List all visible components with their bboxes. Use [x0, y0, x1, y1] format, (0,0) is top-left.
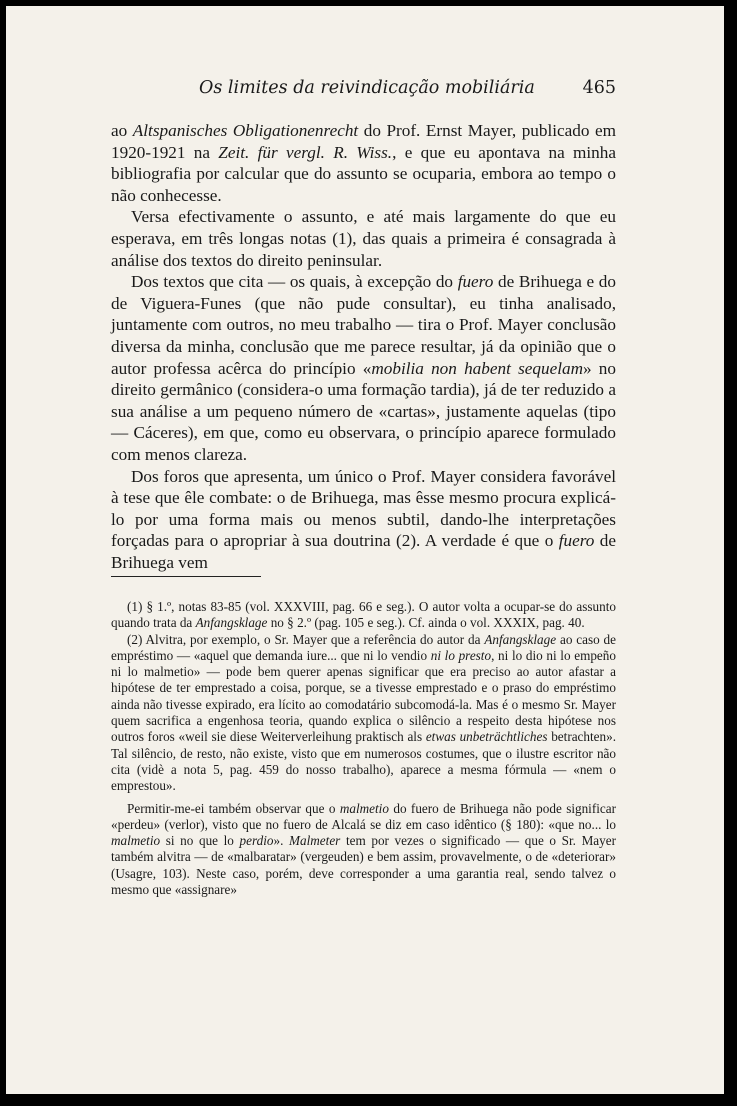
body-text: [111, 120, 616, 573]
text-run: si no que lo: [160, 833, 240, 849]
page-number: 465: [582, 78, 616, 98]
text-run: » no direito germânico (considera-o uma formação tardia), já de ter reduzido a sua análise a um pequeno número de «cartas», justamente aquelas (tipo — Cáceres), em que, como eu observara, o princípio aparece formulado com menos clareza.: [111, 358, 616, 464]
text-run: no § 2.º (pag. 105 e seg.). Cf. ainda o vol. XXXIX, pag. 40.: [267, 615, 585, 631]
italic-text: Altspanisches Obligationenrecht: [132, 121, 359, 140]
italic-text: Anfangsklage: [484, 631, 557, 647]
book-page: [6, 6, 724, 1094]
text-run: do Prof. Ernst Mayer, publicado em 1920-1921 na: [111, 121, 616, 162]
text-run: de Brihuega vem: [111, 531, 616, 572]
text-run: , e que eu apontava na minha bibliografia por calcular que do assunto se ocuparia, embora ao tempo o não conhecesse.: [111, 142, 617, 205]
text-run: do fuero de Brihuega não pode significar «perdeu» (verlor), visto que no fuero de Alcalá se diz em caso idêntico (§ 180): «que no... lo: [111, 800, 616, 832]
text-run: (2) Alvitra, por exemplo, o Sr. Mayer que a referência do autor da: [127, 631, 485, 647]
text-run: Dos foros que apresenta, um único o Prof. Mayer considera favorável à tese que êle combate: o de Brihuega, mas êsse mesmo procura explicá-lo por uma forma mais ou menos subtil, dando-lhe interpretações forçadas para o apropriar à sua doutrina (2). A verdade é que o: [111, 466, 616, 551]
text-run: betrachten». Tal silêncio, de resto, não existe, visto que em numerosos costumes, que o ilustre escritor não cita (vidè a nota 5, pag. 459 do nosso trabalho), aparece a mesma fórmula — «nem o emprestou».: [111, 729, 617, 794]
footnotes: [111, 599, 616, 898]
italic-text: mobilia non habent sequelam: [371, 358, 583, 378]
italic-text: malmetio: [111, 833, 161, 849]
text-run: ao: [111, 121, 133, 140]
text-run: (1) § 1.º, notas 83-85 (vol. XXXVIII, pag. 66 e seg.). O autor volta a ocupar-se do assunto quando trata da: [111, 599, 616, 631]
italic-text: perdio: [239, 833, 274, 849]
footnote-2: [111, 632, 616, 795]
paragraph: [111, 271, 616, 465]
italic-text: fuero: [457, 272, 494, 292]
text-run: de Brihuega e do de Viguera-Funes (que não pude consultar), eu tinha analisado, juntamente com outros, no meu trabalho — tira o Prof. Mayer conclusão diversa da minha, conclusão que me parece resultar, já da opinião que o autor professa acêrca do princípio «: [111, 272, 616, 378]
footnote-rule: [111, 576, 261, 577]
italic-text: fuero: [558, 531, 595, 551]
paragraph: [111, 206, 616, 271]
footnote-1: [111, 599, 616, 632]
text-run: Dos textos que cita — os quais, à excepção do: [131, 272, 458, 292]
text-run: ao caso de empréstimo — «aquel que demanda iure... que ni lo vendio: [111, 631, 616, 663]
paragraph: [111, 120, 616, 206]
paragraph: [111, 466, 616, 574]
running-title: Os limites da reivindicação mobiliária: [199, 78, 535, 98]
text-run: ».: [273, 833, 290, 849]
text-run: Permitir-me-ei também observar que o: [127, 800, 340, 816]
italic-text: etwas unbeträchtliches: [425, 729, 548, 745]
text-run: Versa efectivamente o assunto, e até mais largamente do que eu esperava, em três longas notas (1), das quais a primeira é consagrada à análise dos textos do direito peninsular.: [111, 207, 616, 270]
italic-text: ni lo presto: [430, 647, 492, 663]
italic-text: Zeit. für vergl. R. Wiss.: [218, 142, 393, 162]
italic-text: Anfangsklage: [195, 615, 268, 631]
text-run: , ni lo dio ni lo empeño ni lo malmetio» — pode bem querer apenas significar que era preciso ao autor afastar a hipótese de ter emprestado a coisa, porque, se a tivesse emprestado e o praso do empréstimo ainda não tivesse expirado, era lícito ao comodatário subcomodá-la. Mas é o mesmo Sr. Mayer quem sacrifica a engenhosa teoria, quando explica o silêncio a respeito desta hipótese nos outros foros «weil sie diese Weiterverleihung praktisch als: [111, 647, 616, 745]
footnote-2-continued: [111, 801, 616, 899]
text-run: tem por vezes o significado — que o Sr. Mayer também alvitra — de «malbaratar» (vergeuden) e bem assim, provavelmente, o de «deteriorar» (Usagre, 103). Neste caso, porém, deve corresponder a uma garantia real, sendo talvez o mesmo que «assignare»: [111, 833, 616, 898]
italic-text: malmetio: [339, 800, 389, 816]
italic-text: Malmeter: [289, 833, 341, 849]
